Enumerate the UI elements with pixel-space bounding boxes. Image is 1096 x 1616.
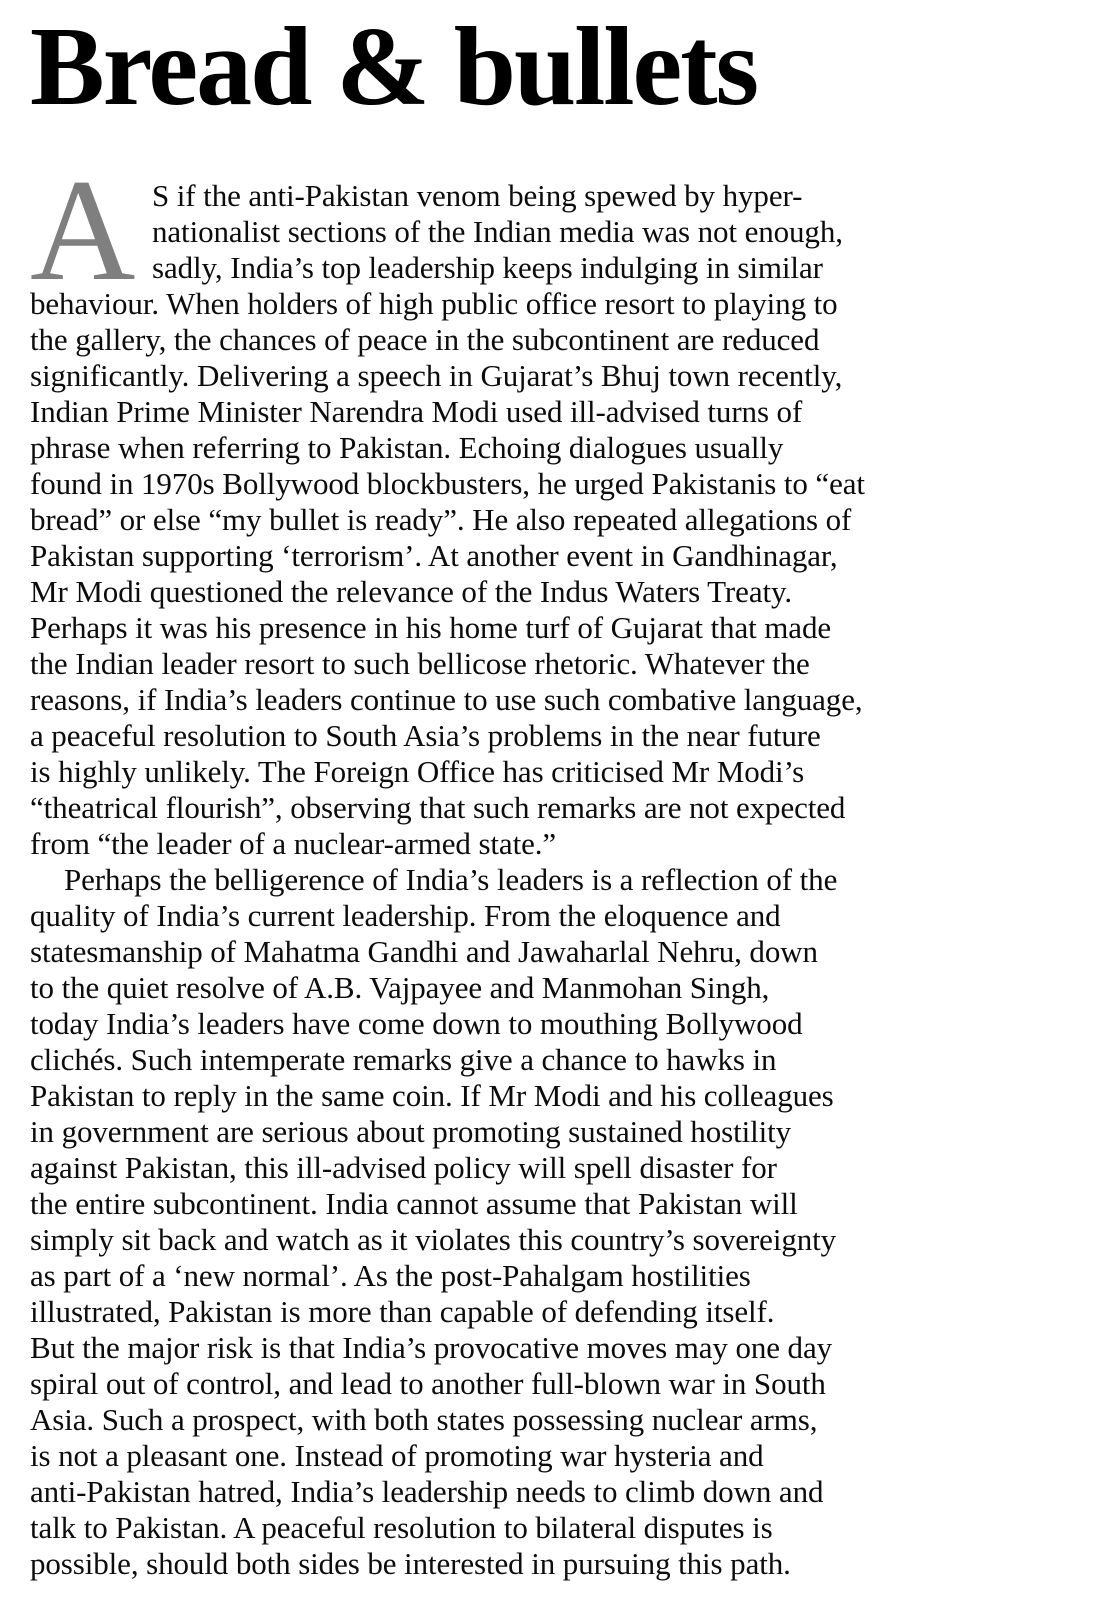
text-line: simply sit back and watch as it violates this country’s sovereignty [30, 1222, 837, 1257]
text-line: quality of India’s current leadership. From the eloquence and [30, 898, 781, 933]
text-line: Mr Modi questioned the relevance of the Indus Waters Treaty. [30, 574, 793, 609]
text-line: against Pakistan, this ill-advised policy will spell disaster for [30, 1150, 777, 1185]
text-line: Asia. Such a prospect, with both states possessing nuclear arms, [30, 1402, 818, 1437]
text-line: Pakistan supporting ‘terrorism’. At another event in Gandhinagar, [30, 538, 838, 573]
text-line: is not a pleasant one. Instead of promoting war hysteria and [30, 1438, 764, 1473]
text-line: in government are serious about promoting sustained hostility [30, 1114, 792, 1149]
text-line: But the major risk is that India’s provocative moves may one day [30, 1330, 833, 1365]
text-line: the gallery, the chances of peace in the subcontinent are reduced [30, 322, 820, 357]
text-line: anti-Pakistan hatred, India’s leadership needs to climb down and [30, 1474, 824, 1509]
text-line: illustrated, Pakistan is more than capable of defending itself. [30, 1294, 775, 1329]
text-line: statesmanship of Mahatma Gandhi and Jawaharlal Nehru, down [30, 934, 818, 969]
text-line: found in 1970s Bollywood blockbusters, he urged Pakistanis to “eat [30, 466, 865, 501]
text-line: to the quiet resolve of A.B. Vajpayee and Manmohan Singh, [30, 970, 770, 1005]
text-line: as part of a ‘new normal’. As the post-Pahalgam hostilities [30, 1258, 751, 1293]
text-line: Perhaps it was his presence in his home turf of Gujarat that made [30, 610, 831, 645]
drop-cap: A [30, 149, 136, 311]
text-line: the Indian leader resort to such bellicose rhetoric. Whatever the [30, 646, 810, 681]
text-line: spiral out of control, and lead to another full-blown war in South [30, 1366, 826, 1401]
text-line: the entire subcontinent. India cannot assume that Pakistan will [30, 1186, 798, 1221]
text-line: bread” or else “my bullet is ready”. He also repeated allegations of [30, 502, 852, 537]
text-line: today India’s leaders have come down to mouthing Bollywood [30, 1006, 803, 1041]
text-line: from “the leader of a nuclear-armed state.” [30, 826, 557, 861]
paragraph [30, 149, 1070, 862]
text-line: reasons, if India’s leaders continue to use such combative language, [30, 682, 863, 717]
paragraph [30, 862, 1070, 1582]
text-line: sadly, India’s top leadership keeps indulging in similar [152, 250, 823, 285]
text-line: phrase when referring to Pakistan. Echoing dialogues usually [30, 430, 784, 465]
article-title: Bread & bullets [30, 5, 758, 129]
text-line: S if the anti-Pakistan venom being spewed by hyper- [152, 178, 803, 213]
text-line: talk to Pakistan. A peaceful resolution to bilateral disputes is [30, 1510, 773, 1545]
text-line: significantly. Delivering a speech in Gujarat’s Bhuj town recently, [30, 358, 843, 393]
text-line: Indian Prime Minister Narendra Modi used ill-advised turns of [30, 394, 803, 429]
text-line: clichés. Such intemperate remarks give a chance to hawks in [30, 1042, 777, 1077]
text-line: behaviour. When holders of high public office resort to playing to [30, 286, 838, 321]
text-line: “theatrical flourish”, observing that such remarks are not expected [30, 790, 846, 825]
text-line: nationalist sections of the Indian media was not enough, [152, 214, 843, 249]
article-body [30, 149, 1070, 1582]
text-line: a peaceful resolution to South Asia’s problems in the near future [30, 718, 821, 753]
text-line: Perhaps the belligerence of India’s leaders is a reflection of the [64, 862, 838, 897]
text-line: possible, should both sides be interested in pursuing this path. [30, 1546, 791, 1581]
text-line: Pakistan to reply in the same coin. If Mr Modi and his colleagues [30, 1078, 834, 1113]
text-line: is highly unlikely. The Foreign Office has criticised Mr Modi’s [30, 754, 805, 789]
